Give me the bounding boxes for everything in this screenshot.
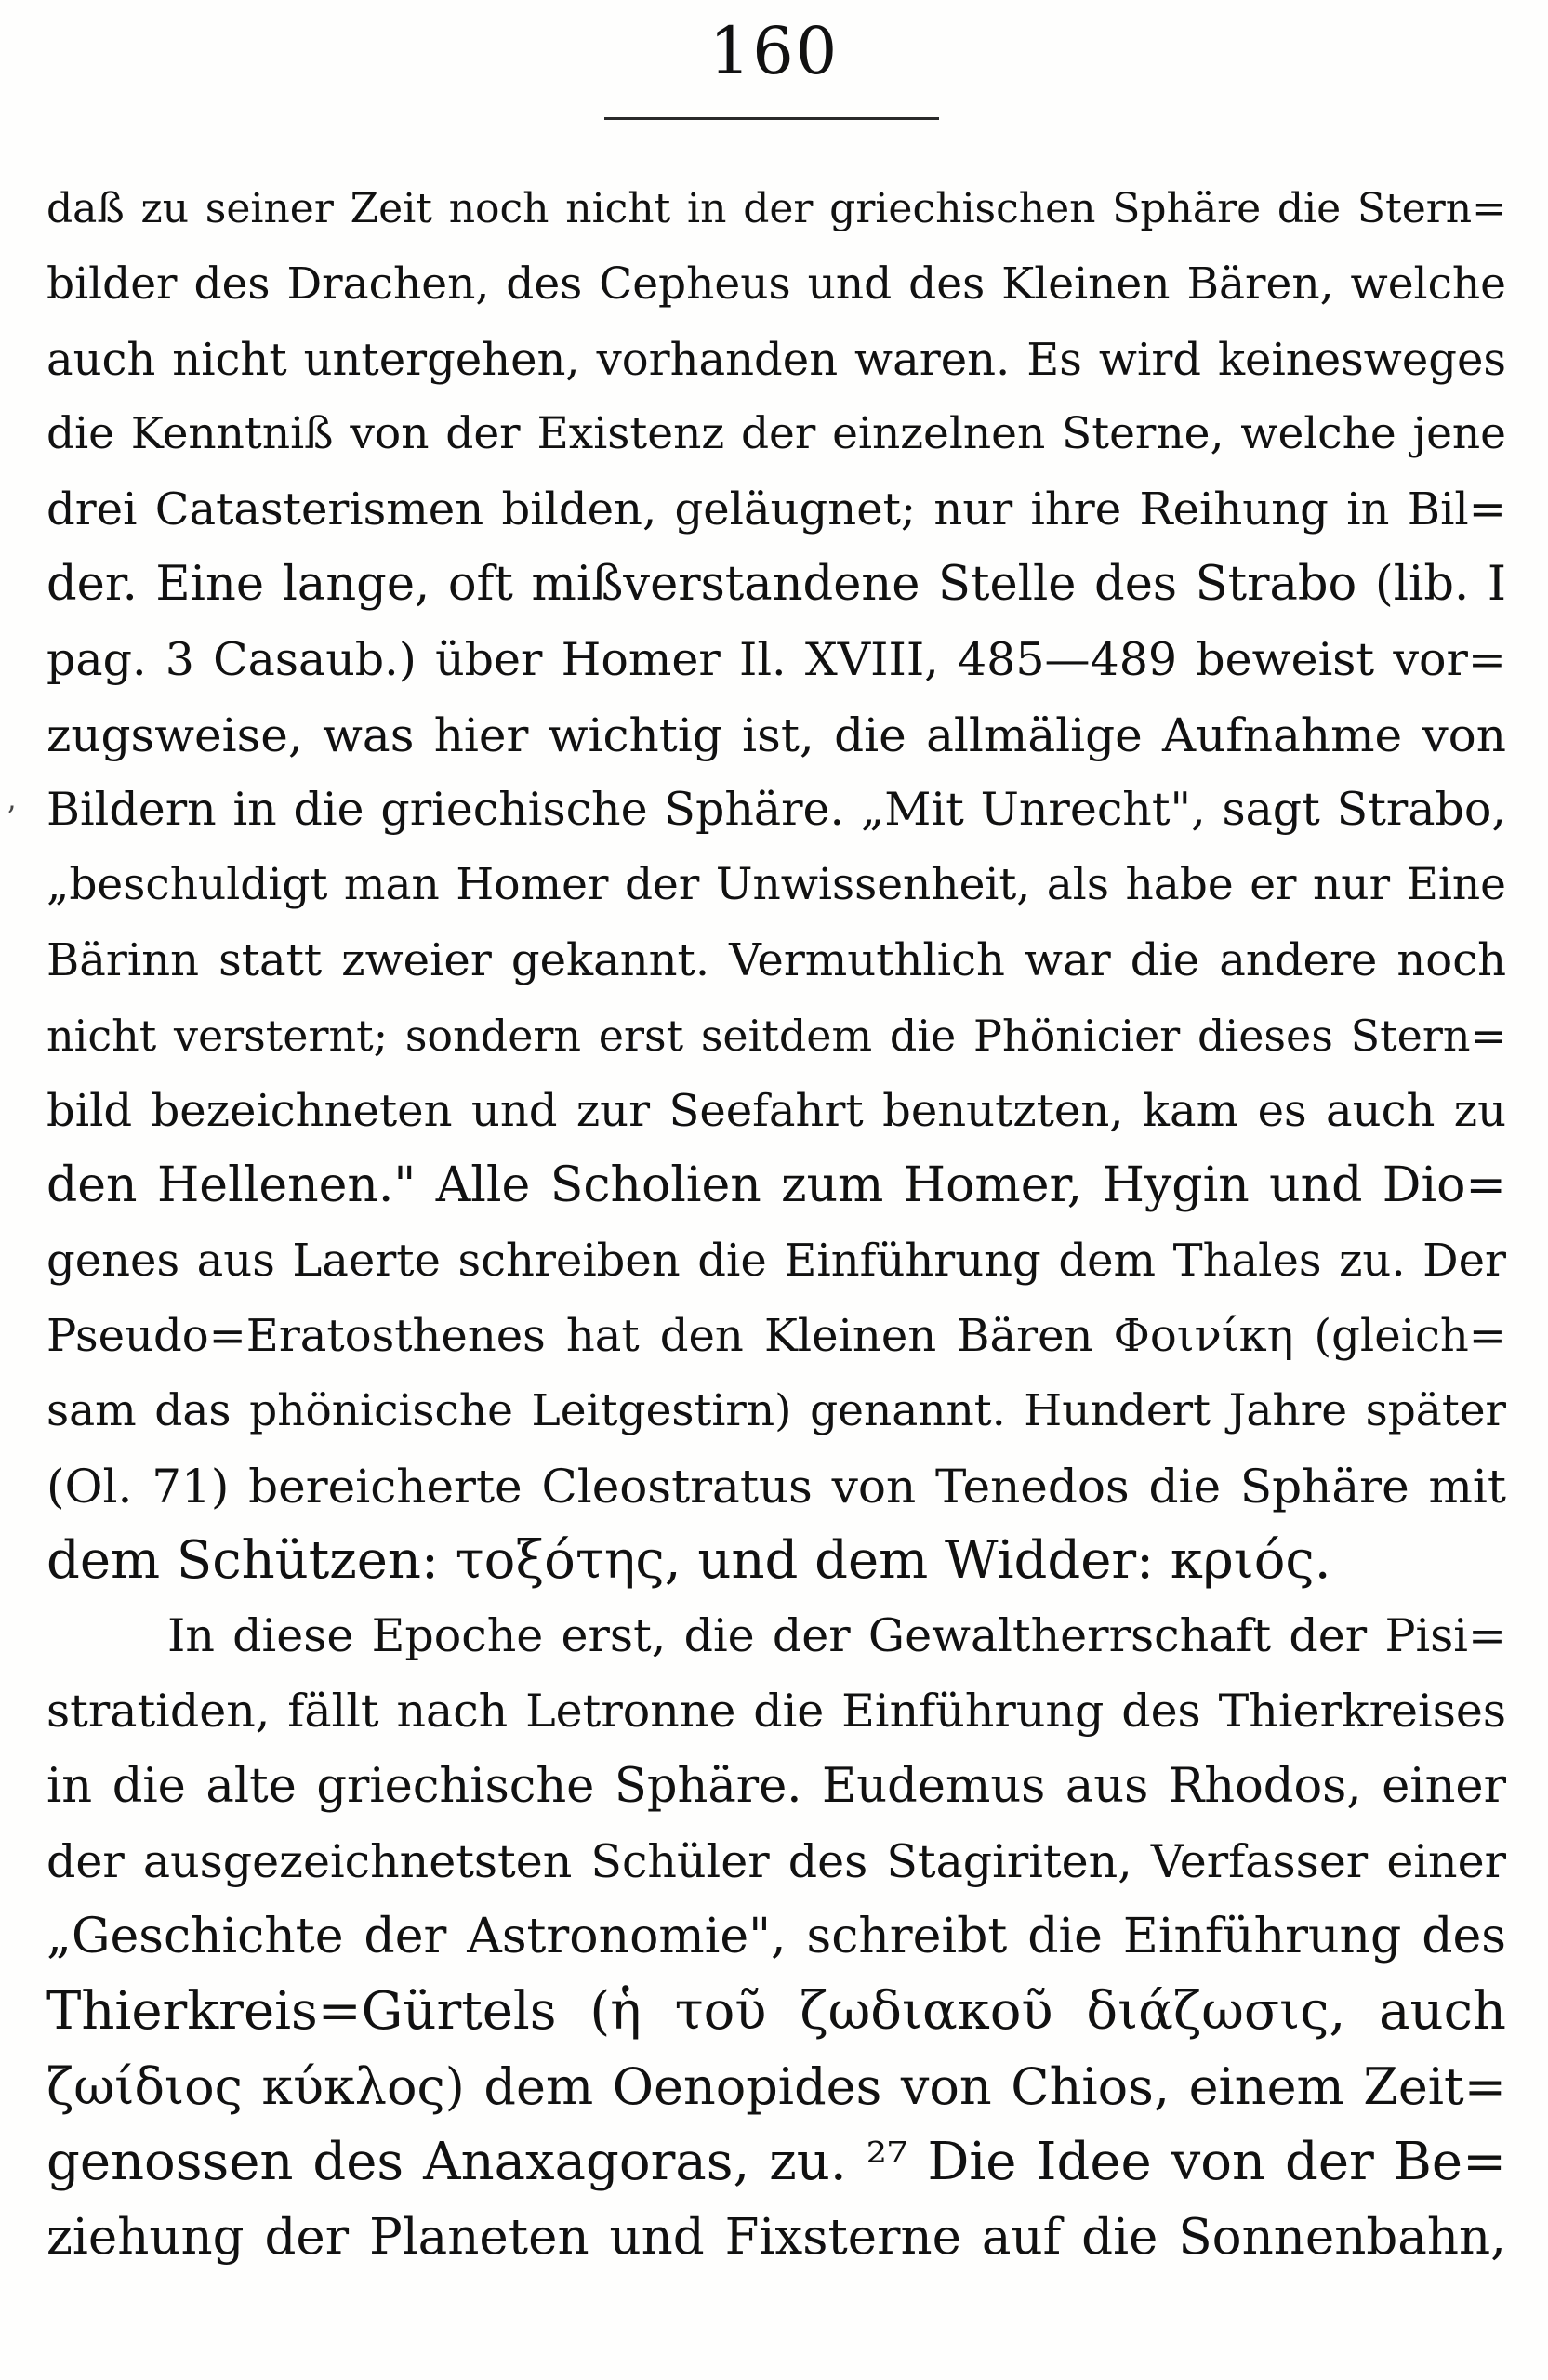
text-line: Bildern in die griechische Sphäre. „Mit Unrecht", sagt Strabo, (46, 783, 1506, 837)
text-line: drei Catasterismen bilden, geläugnet; nur ihre Reihung in Bil= (46, 483, 1506, 536)
text-line: stratiden, fällt nach Letronne die Einführung des Thierkreises (46, 1684, 1506, 1738)
text-line: auch nicht untergehen, vorhanden waren. Es wird keinesweges (46, 333, 1506, 386)
text-line: pag. 3 Casaub.) über Homer Il. XVIII, 485—489 beweist vor= (46, 632, 1506, 686)
text-line: nicht versternt; sondern erst seitdem die Phönicier dieses Stern= (46, 1010, 1506, 1061)
text-line: den Hellenen." Alle Scholien zum Homer, Hygin und Dio= (46, 1157, 1506, 1214)
text-line: Bärinn statt zweier gekannt. Vermuthlich war die andere noch (46, 933, 1506, 986)
text-line: (Ol. 71) bereicherte Cleostratus von Tenedos die Sphäre mit (46, 1459, 1506, 1514)
text-line: Pseudo=Eratosthenes hat den Kleinen Bären Φοινίκη (gleich= (46, 1309, 1506, 1362)
text-body (46, 172, 1506, 2275)
paragraph-end-line: dem Schützen: τοξότης, und dem Widder: κριός. (46, 1530, 1331, 1592)
margin-mark: ʼ (6, 800, 16, 835)
header-rule (604, 117, 939, 120)
text-line: „Geschichte der Astronomie", schreibt die Einführung des (46, 1909, 1506, 1965)
text-line: genossen des Anaxagoras, zu. ²⁷ Die Idee von der Be= (46, 2131, 1506, 2192)
page-number: 160 (708, 13, 840, 89)
text-line: bilder des Drachen, des Cepheus und des Kleinen Bären, welche (46, 258, 1506, 310)
text-line: „beschuldigt man Homer der Unwissenheit, als habe er nur Eine (46, 859, 1506, 911)
text-line: Thierkreis=Gürtels (ἡ τοῦ ζωδιακοῦ διάζωσις, auch (46, 1981, 1506, 2043)
text-line: der ausgezeichnetsten Schüler des Stagiriten, Verfasser einer (46, 1834, 1506, 1888)
text-line: in die alte griechische Sphäre. Eudemus aus Rhodos, einer (46, 1758, 1506, 1814)
text-line: die Kenntniß von der Existenz der einzelnen Sterne, welche jene (46, 408, 1506, 460)
text-line: der. Eine lange, oft mißverstandene Stelle des Strabo (lib. I (46, 556, 1506, 612)
text-line: ζωίδιος κύκλος) dem Oenopides von Chios, einem Zeit= (46, 2056, 1506, 2116)
text-line: zugsweise, was hier wichtig ist, die allmälige Aufnahme von (46, 707, 1506, 762)
text-line: genes aus Laerte schreiben die Einführung dem Thales zu. Der (46, 1235, 1506, 1288)
paragraph-start-line: In diese Epoche erst, die der Gewaltherrschaft der Pisi= (167, 1609, 1506, 1663)
text-line: daß zu seiner Zeit noch nicht in der griechischen Sphäre die Stern= (46, 185, 1506, 232)
text-line: ziehung der Planeten und Fixsterne auf die Sonnenbahn, (46, 2208, 1506, 2266)
text-line: sam das phönicische Leitgestirn) genannt. Hundert Jahre später (46, 1384, 1506, 1436)
text-line: bild bezeichneten und zur Seefahrt benutzten, kam es auch zu (46, 1084, 1506, 1137)
